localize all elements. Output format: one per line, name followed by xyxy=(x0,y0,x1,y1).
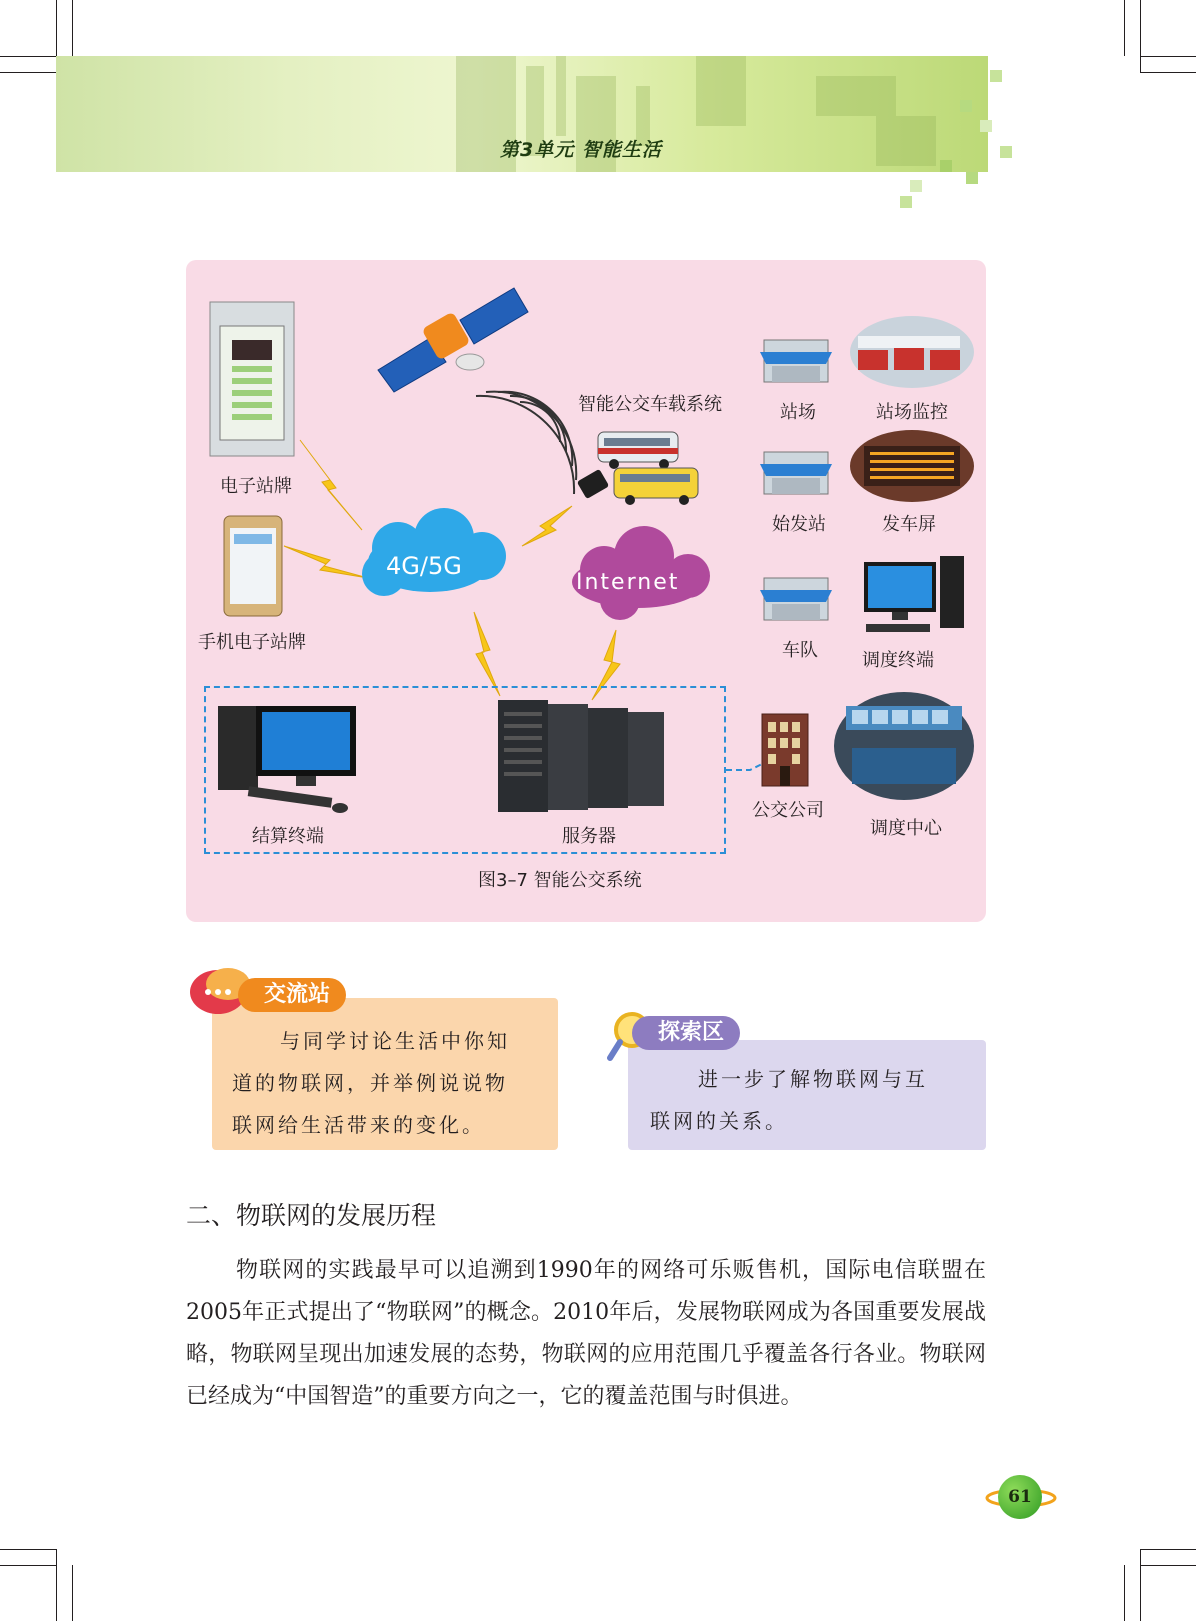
station-monitor-photo xyxy=(850,316,974,388)
figure-caption: 图3–7 智能公交系统 xyxy=(478,870,642,891)
satellite-icon xyxy=(378,288,528,392)
connector-line xyxy=(726,764,762,770)
dispatch-center-label: 调度中心 xyxy=(870,818,942,839)
explore-line: 进一步了解物联网与互 xyxy=(698,1067,928,1091)
settlement-terminal-label: 结算终端 xyxy=(252,826,324,847)
exchange-tag: 交流站 xyxy=(238,978,346,1012)
origin-station-label: 始发站 xyxy=(772,514,826,535)
departure-screen-photo xyxy=(850,430,974,502)
server-label: 服务器 xyxy=(562,826,616,847)
dispatch-terminal-label: 调度终端 xyxy=(862,650,934,671)
dispatch-terminal-icon xyxy=(864,556,964,632)
bus-company-building-icon xyxy=(762,714,808,786)
network-label: 4G/5G xyxy=(386,552,462,580)
station-icon xyxy=(760,340,832,382)
unit-title: 第3单元 智能生活 xyxy=(500,139,662,161)
bus-icon xyxy=(614,468,698,505)
station-icon xyxy=(760,452,832,494)
onboard-system-label: 智能公交车载系统 xyxy=(578,394,722,415)
lightning-icon xyxy=(474,612,500,696)
bus-company-label: 公交公司 xyxy=(752,800,824,821)
station-monitor-label: 站场监控 xyxy=(876,402,948,423)
station-icon xyxy=(760,578,832,620)
departure-screen-label: 发车屏 xyxy=(882,514,936,535)
section-paragraph: 物联网的实践最早可以追溯到1990年的网络可乐贩售机，国际电信联盟在2005年正式提出了“物联网”的概念。2010年后，发展物联网成为各国重要发展战略，物联网呈现出加速发展的态势，物联网的应用范围几乎覆盖各行各业。物联网已经成为“中国智造”的重要方向之一，它的覆盖范围与时俱进。 xyxy=(186,1258,986,1409)
bus-icon xyxy=(598,432,678,469)
mobile-stop-sign-label: 手机电子站牌 xyxy=(198,632,306,653)
dispatch-center-photo xyxy=(834,692,974,800)
lightning-icon xyxy=(284,546,368,578)
internet-label: Internet xyxy=(576,570,680,595)
mobile-phone-icon xyxy=(224,516,282,616)
exchange-text xyxy=(232,1020,544,1146)
exchange-line: 与同学讨论生活中你知 xyxy=(280,1029,510,1053)
section-title: 二、物联网的发展历程 xyxy=(186,1201,437,1230)
exchange-line: 道的物联网，并举例说说物 xyxy=(232,1071,508,1095)
e-stop-sign-label: 电子站牌 xyxy=(220,476,292,497)
explore-text xyxy=(650,1058,970,1142)
station-label: 站场 xyxy=(780,402,816,423)
exchange-line: 联网给生活带来的变化。 xyxy=(232,1113,485,1137)
lightning-icon xyxy=(300,440,362,530)
page-number: 61 xyxy=(998,1475,1042,1519)
electronic-stop-sign-icon xyxy=(210,302,294,456)
gps-device-icon xyxy=(577,469,610,499)
lightning-icon xyxy=(522,506,572,546)
explore-tag: 探索区 xyxy=(632,1016,740,1050)
fleet-label: 车队 xyxy=(782,640,818,661)
explore-line: 联网的关系。 xyxy=(650,1109,788,1133)
